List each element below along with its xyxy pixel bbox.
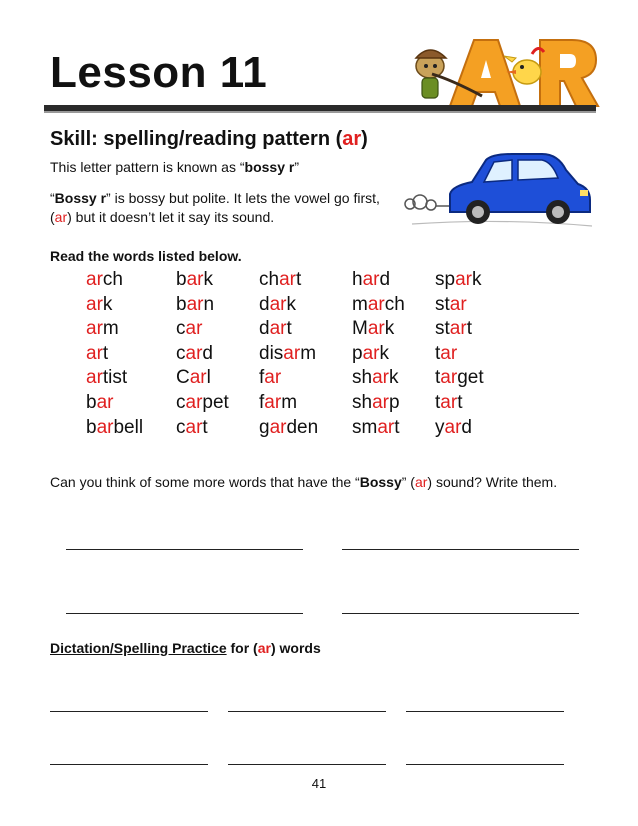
word-pattern: ar bbox=[440, 367, 458, 389]
word-part: t bbox=[394, 416, 400, 438]
question-bold: Bossy bbox=[359, 474, 402, 490]
title-divider bbox=[44, 105, 596, 111]
word-item bbox=[259, 416, 318, 441]
letter-r-graphic bbox=[540, 40, 598, 106]
word-pattern: ar bbox=[455, 269, 472, 290]
question-text: ” ( bbox=[401, 474, 415, 490]
dictation-line[interactable] bbox=[50, 711, 208, 712]
word-pattern: ar bbox=[372, 367, 389, 389]
word-part: b bbox=[86, 416, 97, 438]
word-pattern: ar bbox=[269, 293, 287, 315]
dictation-line[interactable] bbox=[228, 764, 386, 765]
word-pattern: ar bbox=[362, 342, 380, 364]
word-part: d bbox=[259, 293, 270, 315]
word-part: c bbox=[176, 416, 186, 438]
word-part: k bbox=[203, 269, 213, 290]
dictation-underlined: Dictation/Spelling Practice bbox=[50, 640, 227, 656]
skill-pattern: ar bbox=[342, 128, 362, 150]
word-pattern: ar bbox=[269, 318, 287, 340]
word-part: k bbox=[102, 293, 113, 315]
word-item bbox=[86, 391, 143, 416]
word-part: k bbox=[286, 293, 296, 315]
word-item bbox=[435, 391, 484, 416]
word-item bbox=[259, 268, 318, 293]
word-item bbox=[352, 416, 405, 441]
exhaust-cloud-icon bbox=[405, 195, 452, 210]
word-item bbox=[435, 342, 484, 367]
word-part: t bbox=[466, 318, 472, 340]
dictation-heading bbox=[50, 638, 321, 658]
word-column-5 bbox=[435, 268, 484, 440]
word-item bbox=[352, 342, 405, 367]
word-part: m bbox=[352, 293, 368, 315]
word-item bbox=[86, 268, 143, 293]
word-pattern: ar bbox=[377, 416, 395, 438]
word-part: t bbox=[435, 391, 441, 413]
intro-text: ” is bossy but polite. It lets the vowel go first, bbox=[106, 190, 380, 206]
skill-heading bbox=[50, 128, 368, 151]
word-part: pet bbox=[202, 391, 229, 413]
car-illustration bbox=[402, 148, 598, 234]
word-part: y bbox=[435, 416, 445, 438]
word-part: m bbox=[300, 342, 317, 364]
dictation-text: for ( bbox=[226, 640, 258, 656]
word-pattern: ar bbox=[185, 416, 203, 438]
word-pattern: ar bbox=[185, 342, 203, 364]
word-item bbox=[435, 317, 484, 342]
word-pattern: ar bbox=[444, 416, 462, 438]
word-part: p bbox=[352, 342, 363, 364]
answer-line[interactable] bbox=[342, 613, 579, 614]
word-pattern: ar bbox=[86, 342, 103, 364]
word-pattern: ar bbox=[372, 391, 389, 413]
word-item bbox=[86, 416, 143, 441]
answer-line[interactable] bbox=[66, 549, 303, 550]
word-item bbox=[176, 293, 229, 318]
word-part: st bbox=[435, 293, 450, 315]
word-pattern: ar bbox=[440, 342, 458, 364]
word-pattern: ar bbox=[86, 269, 103, 290]
word-column-2 bbox=[176, 268, 229, 440]
intro-text: “ bbox=[50, 190, 55, 206]
word-part: M bbox=[352, 318, 368, 340]
word-part: c bbox=[176, 318, 186, 340]
word-part: k bbox=[388, 367, 399, 389]
word-item bbox=[352, 268, 405, 293]
word-item bbox=[86, 366, 143, 391]
dictation-line[interactable] bbox=[50, 764, 208, 765]
dictation-line[interactable] bbox=[406, 764, 564, 765]
word-part: k bbox=[471, 269, 482, 290]
word-part: t bbox=[295, 269, 302, 290]
word-pattern: ar bbox=[449, 293, 467, 315]
word-item bbox=[352, 293, 405, 318]
word-part: t bbox=[435, 342, 441, 364]
question-pattern: ar bbox=[414, 474, 428, 490]
word-item bbox=[435, 366, 484, 391]
word-pattern: ar bbox=[367, 318, 385, 340]
word-pattern: ar bbox=[96, 391, 114, 413]
word-part: m bbox=[102, 318, 119, 340]
word-pattern: ar bbox=[96, 416, 114, 438]
word-item bbox=[176, 342, 229, 367]
word-part: t bbox=[457, 391, 463, 413]
word-item bbox=[86, 317, 143, 342]
word-item bbox=[259, 366, 318, 391]
word-part: g bbox=[259, 416, 270, 438]
intro-text: This letter pattern is known as “ bbox=[50, 159, 245, 175]
intro-text: ( bbox=[50, 209, 55, 225]
word-item bbox=[259, 391, 318, 416]
word-pattern: ar bbox=[264, 367, 282, 389]
word-part: t bbox=[102, 342, 109, 364]
intro-text: ” bbox=[294, 159, 300, 175]
word-item bbox=[259, 317, 318, 342]
word-part: d bbox=[202, 342, 213, 364]
word-pattern: ar bbox=[86, 318, 103, 340]
word-part: tist bbox=[102, 367, 128, 389]
word-part: t bbox=[286, 318, 292, 340]
blue-car-icon bbox=[450, 154, 590, 224]
word-part: p bbox=[388, 391, 400, 413]
question-text: Can you think of some more words that have the “ bbox=[50, 474, 360, 490]
intro-pattern: ar bbox=[54, 209, 68, 225]
word-pattern: ar bbox=[186, 269, 204, 290]
word-item bbox=[176, 416, 229, 441]
word-part: n bbox=[203, 293, 215, 315]
intro-line-2 bbox=[50, 188, 380, 208]
word-item bbox=[86, 342, 143, 367]
word-pattern: ar bbox=[189, 367, 207, 389]
word-pattern: ar bbox=[185, 318, 203, 340]
word-item bbox=[176, 317, 229, 342]
intro-bold: bossy r bbox=[244, 159, 295, 175]
word-column-1 bbox=[86, 268, 143, 440]
word-pattern: ar bbox=[449, 318, 467, 340]
word-part: m bbox=[281, 391, 298, 413]
word-part: sm bbox=[352, 416, 378, 438]
word-pattern: ar bbox=[279, 269, 296, 290]
word-item bbox=[259, 342, 318, 367]
word-item bbox=[352, 317, 405, 342]
word-item bbox=[352, 391, 405, 416]
word-pattern: ar bbox=[186, 293, 204, 315]
word-pattern: ar bbox=[86, 293, 103, 315]
word-item bbox=[435, 293, 484, 318]
word-part: ch bbox=[102, 269, 123, 290]
question-prompt bbox=[50, 472, 557, 492]
word-part: bell bbox=[113, 416, 144, 438]
skill-suffix: ) bbox=[361, 128, 368, 150]
intro-line-3 bbox=[50, 207, 274, 227]
word-item bbox=[352, 366, 405, 391]
dictation-pattern: ar bbox=[257, 640, 271, 656]
word-column-4 bbox=[352, 268, 405, 440]
word-part: ch bbox=[259, 269, 280, 290]
road-shadow bbox=[412, 221, 592, 226]
answer-line[interactable] bbox=[66, 613, 303, 614]
word-part: c bbox=[176, 342, 186, 364]
word-part: dis bbox=[259, 342, 284, 364]
word-part: b bbox=[176, 269, 187, 290]
word-part: d bbox=[379, 269, 391, 290]
word-item bbox=[176, 366, 229, 391]
dictation-line[interactable] bbox=[228, 711, 386, 712]
word-pattern: ar bbox=[86, 367, 103, 389]
word-pattern: ar bbox=[283, 342, 301, 364]
word-part: b bbox=[86, 391, 97, 413]
word-part: l bbox=[206, 367, 211, 389]
dictation-line[interactable] bbox=[406, 711, 564, 712]
word-part: t bbox=[435, 367, 441, 389]
word-part: f bbox=[259, 391, 265, 413]
word-part: k bbox=[379, 342, 389, 364]
dictation-text: ) words bbox=[270, 640, 321, 656]
word-item bbox=[176, 391, 229, 416]
read-instruction: Read the words listed below. bbox=[50, 248, 242, 264]
word-part: d bbox=[461, 416, 472, 438]
word-pattern: ar bbox=[269, 416, 287, 438]
word-part: ch bbox=[384, 293, 405, 315]
word-part: h bbox=[352, 269, 363, 290]
word-item bbox=[86, 293, 143, 318]
word-pattern: ar bbox=[362, 269, 380, 290]
word-part: f bbox=[259, 367, 265, 389]
answer-line[interactable] bbox=[342, 549, 579, 550]
word-part: c bbox=[176, 391, 186, 413]
skill-prefix: Skill: spelling/reading pattern ( bbox=[50, 128, 343, 150]
word-pattern: ar bbox=[185, 391, 203, 413]
word-part: sp bbox=[435, 269, 456, 290]
word-pattern: ar bbox=[367, 293, 385, 315]
intro-text: ) but it doesn’t let it say its sound. bbox=[67, 209, 275, 225]
ar-characters-illustration bbox=[412, 36, 600, 108]
page-number: 41 bbox=[311, 776, 327, 791]
word-part: den bbox=[286, 416, 319, 438]
word-part: d bbox=[259, 318, 270, 340]
word-part: sh bbox=[352, 391, 373, 413]
word-item bbox=[435, 268, 484, 293]
word-part: t bbox=[202, 416, 208, 438]
word-item bbox=[259, 293, 318, 318]
word-pattern: ar bbox=[440, 391, 458, 413]
word-part: get bbox=[457, 367, 484, 389]
word-part: sh bbox=[352, 367, 373, 389]
word-column-3 bbox=[259, 268, 318, 440]
lesson-title: Lesson 11 bbox=[50, 48, 268, 97]
word-pattern: ar bbox=[264, 391, 282, 413]
question-text: ) sound? Write them. bbox=[427, 474, 558, 490]
word-item bbox=[176, 268, 229, 293]
word-part: st bbox=[435, 318, 450, 340]
word-part: b bbox=[176, 293, 187, 315]
intro-line-1 bbox=[50, 157, 299, 177]
word-item bbox=[435, 416, 484, 441]
letter-a-graphic bbox=[450, 40, 520, 106]
word-part: C bbox=[176, 367, 190, 389]
word-part: k bbox=[384, 318, 395, 340]
intro-bold: Bossy r bbox=[54, 190, 107, 206]
